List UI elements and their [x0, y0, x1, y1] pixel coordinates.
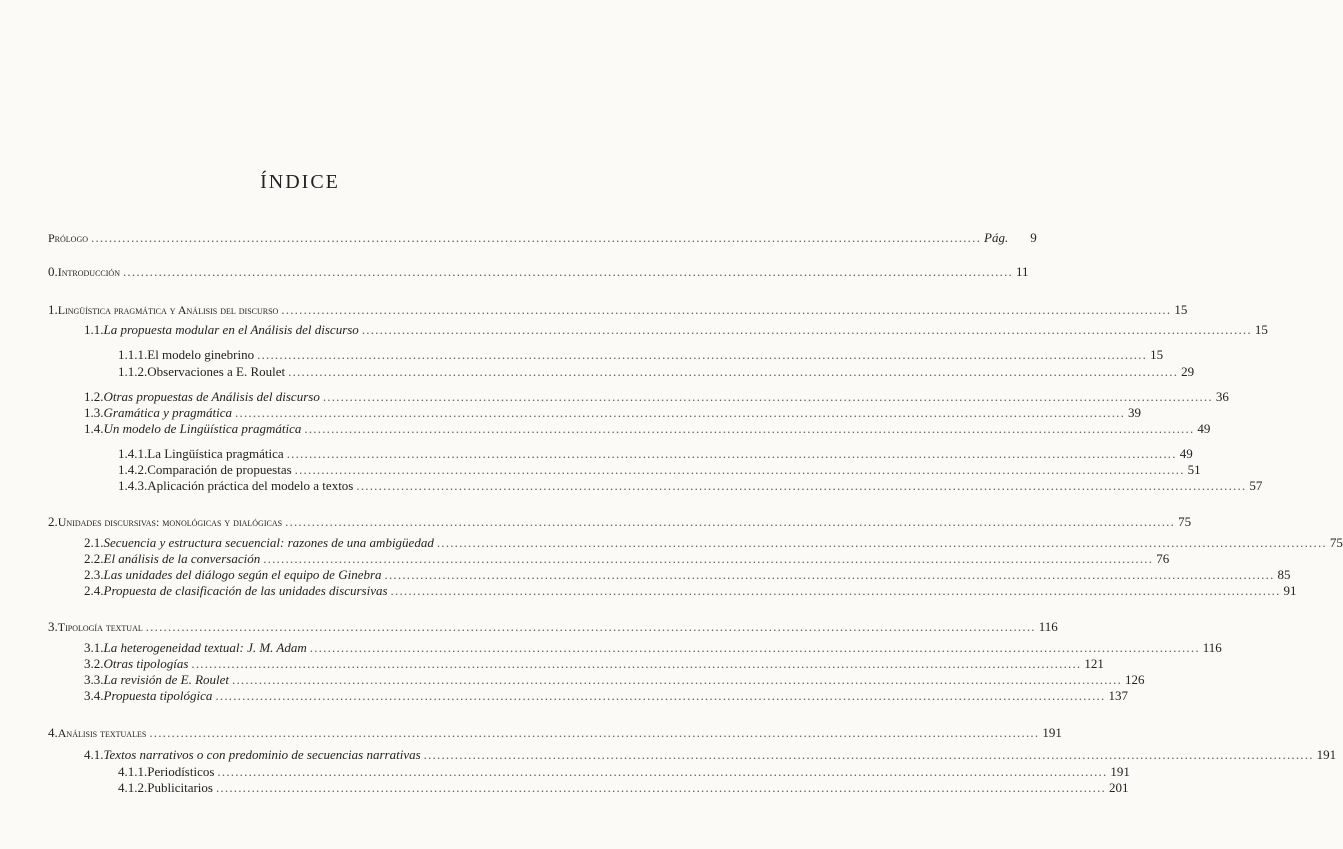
dot-leader [304, 421, 1194, 437]
toc-entry-title: Publicitarios [147, 780, 213, 795]
toc-entry-page: 116 [1202, 640, 1222, 655]
toc-entry-title: La Lingüística pragmática [147, 446, 284, 461]
toc-entry-number: 2. [48, 514, 58, 529]
toc-entry-title: Otras propuestas de Análisis del discurso [103, 389, 320, 404]
toc-entry-title: La heterogeneidad textual: J. M. Adam [103, 640, 307, 655]
dot-leader [257, 347, 1147, 363]
dot-leader [216, 780, 1106, 796]
toc-entry-page: 116 [1038, 619, 1058, 634]
toc-entry [48, 619, 1058, 635]
toc-entry-title: El análisis de la conversación [103, 551, 261, 566]
toc-entry-title: Un modelo de Lingüística pragmática [103, 421, 302, 436]
toc-entry-number: 1.1. [84, 322, 104, 337]
toc-entry [48, 725, 1062, 741]
toc-entry-page: 126 [1125, 672, 1145, 687]
toc-entry-title: Prólogo [48, 231, 89, 245]
toc-entry-number: 2.4. [84, 583, 104, 598]
toc-entry-number: 4.1.1. [118, 764, 148, 779]
toc-entry-title: Secuencia y estructura secuencial: razones de una ambigüedad [103, 535, 434, 550]
dot-leader [191, 656, 1081, 672]
toc-entry-title: Propuesta de clasificación de las unidades discursivas [103, 583, 388, 598]
toc-entry-title: Tipología textual [57, 620, 143, 634]
dot-leader [288, 364, 1178, 380]
toc-entry-title: Análisis textuales [57, 726, 147, 740]
toc-entry-title: La propuesta modular en el Análisis del discurso [103, 322, 359, 337]
toc-entry-page: 191 [1042, 725, 1062, 740]
toc-entry [84, 322, 1268, 338]
toc-entry-page: 57 [1249, 478, 1263, 493]
toc-entry-number: 0. [48, 264, 58, 279]
toc-entry-title: Las unidades del diálogo según el equipo de Ginebra [103, 567, 382, 582]
toc-entry-page: 36 [1215, 389, 1229, 404]
toc-entry-page: 15 [1174, 302, 1188, 317]
dot-leader [146, 619, 1036, 635]
toc-entry-page: 49 [1179, 446, 1193, 461]
toc-entry [118, 462, 1201, 478]
toc-entry-number: 3.1. [84, 640, 104, 655]
dot-leader [217, 764, 1107, 780]
toc-entry-number: 1.4.2. [118, 462, 148, 477]
toc-entry-title: Unidades discursivas: monológicas y dialógicas [57, 515, 283, 529]
toc-entry-page: 91 [1283, 583, 1297, 598]
toc-entry-page: 9 [1030, 230, 1037, 245]
dot-leader [362, 322, 1252, 338]
toc-entry [84, 567, 1291, 583]
toc-entry-title: Comparación de propuestas [147, 462, 292, 477]
toc-entry-number: 1.1.1. [118, 347, 148, 362]
toc-entry-title: Observaciones a E. Roulet [147, 364, 286, 379]
toc-entry-prologo [48, 230, 1037, 246]
dot-leader [323, 389, 1213, 405]
toc-entry-page: 201 [1108, 780, 1129, 795]
toc-entry [118, 347, 1164, 363]
toc-entry-page: 137 [1108, 688, 1128, 703]
dot-leader [287, 446, 1177, 462]
toc-entry-title: El modelo ginebrino [147, 347, 255, 362]
toc-entry [84, 688, 1128, 704]
toc-entry-number: 3.3. [84, 672, 104, 687]
toc-entry-page: 191 [1110, 764, 1130, 779]
dot-leader [281, 302, 1171, 318]
toc-entry-title: Aplicación práctica del modelo a textos [147, 478, 354, 493]
dot-leader [149, 725, 1039, 741]
dot-leader [232, 672, 1122, 688]
toc-entry [118, 364, 1195, 380]
toc-entry-title: Otras tipologías [103, 656, 189, 671]
dot-leader [385, 567, 1275, 583]
toc-entry-page: 85 [1277, 567, 1291, 582]
toc-entry [48, 302, 1188, 318]
toc-entry [118, 780, 1129, 796]
dot-leader [356, 478, 1246, 494]
toc-entry-number: 1.2. [84, 389, 104, 404]
dot-leader [424, 747, 1314, 763]
toc-entry [84, 421, 1211, 437]
toc-entry-page: 51 [1187, 462, 1201, 477]
dot-leader [310, 640, 1200, 656]
toc-entry-number: 3.4. [84, 688, 104, 703]
toc-entry [84, 672, 1145, 688]
toc-entry-page: 75 [1329, 535, 1343, 550]
toc-entry [84, 535, 1343, 551]
toc-entry-title: Gramática y pragmática [103, 405, 233, 420]
toc-entry [84, 656, 1104, 672]
toc-entry-number: 3.2. [84, 656, 104, 671]
toc-entry-number: 2.3. [84, 567, 104, 582]
toc-entry-page: 15 [1150, 347, 1164, 362]
toc-entry [84, 405, 1142, 421]
page-title: ÍNDICE [260, 171, 340, 193]
toc-entry-page: 75 [1178, 514, 1192, 529]
toc-entry-number: 4. [48, 725, 58, 740]
dot-leader [263, 551, 1153, 567]
toc-entry [48, 514, 1192, 530]
toc-entry-number: 1.4. [84, 421, 104, 436]
toc-entry-page: 191 [1316, 747, 1337, 762]
toc-entry [118, 446, 1193, 462]
toc-entry [84, 747, 1337, 763]
toc-entry-number: 4.1.2. [118, 780, 148, 795]
toc-entry [118, 478, 1263, 494]
dot-leader [123, 264, 1013, 280]
toc-entry-number: 1.1.2. [118, 364, 148, 379]
toc-entry-title: La revisión de E. Roulet [103, 672, 230, 687]
toc-entry-number: 1.4.3. [118, 478, 148, 493]
toc-entry-title: Introducción [57, 265, 120, 279]
dot-leader [437, 535, 1327, 551]
toc-entry-title: Textos narrativos o con predominio de secuencias narrativas [103, 747, 421, 762]
dot-leader [285, 514, 1175, 530]
dot-leader [295, 462, 1185, 478]
toc-entry-number: 1.4.1. [118, 446, 148, 461]
toc-entry-title: Propuesta tipológica [103, 688, 213, 703]
toc-entry [84, 640, 1222, 656]
toc-entry [48, 264, 1029, 280]
pag-label: Pág. [984, 230, 1009, 245]
toc-entry [84, 389, 1229, 405]
toc-entry-number: 1.3. [84, 405, 104, 420]
toc-entry [84, 583, 1297, 599]
dot-leader [235, 405, 1125, 421]
toc-entry-number: 1. [48, 302, 58, 317]
toc-entry-page: 121 [1084, 656, 1104, 671]
toc-entry-page: 49 [1197, 421, 1211, 436]
dot-leader [391, 583, 1281, 599]
toc-entry-title: Lingüística pragmática y Análisis del discurso [57, 303, 279, 317]
toc-entry-page: 76 [1156, 551, 1170, 566]
toc-entry-title: Periodísticos [147, 764, 215, 779]
toc-entry-page: 39 [1128, 405, 1142, 420]
dot-leader [215, 688, 1105, 704]
toc-entry [84, 551, 1170, 567]
toc-entry-page: 29 [1181, 364, 1195, 379]
toc-entry-page: 15 [1254, 322, 1268, 337]
toc-entry-number: 2.2. [84, 551, 104, 566]
toc-entry [118, 764, 1130, 780]
toc-entry-number: 3. [48, 619, 58, 634]
toc-entry-number: 2.1. [84, 535, 104, 550]
dot-leader [91, 230, 981, 246]
toc-entry-number: 4.1. [84, 747, 104, 762]
toc-entry-page: 11 [1015, 264, 1029, 279]
